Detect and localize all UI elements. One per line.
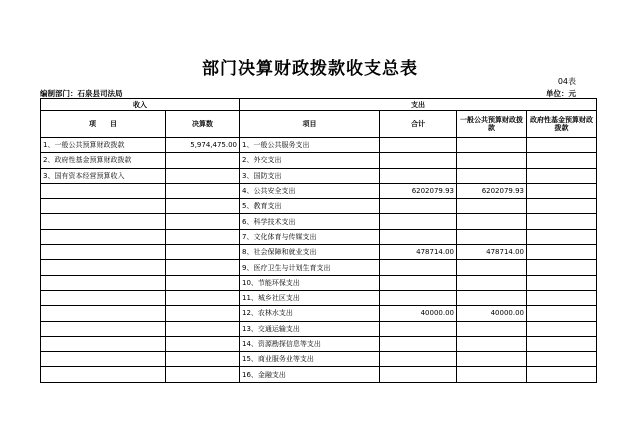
income-amount-cell	[166, 336, 240, 351]
fund-budget-cell	[527, 214, 597, 229]
col-income-item: 项 目	[41, 111, 166, 138]
income-item-cell	[41, 260, 166, 275]
table-row	[41, 183, 597, 198]
total-cell	[380, 352, 457, 367]
income-item-cell	[41, 352, 166, 367]
fund-budget-cell	[527, 168, 597, 183]
income-amount-cell	[166, 168, 240, 183]
table-row	[41, 168, 597, 183]
general-budget-cell	[457, 138, 527, 153]
total-cell	[380, 229, 457, 244]
col-income-amount: 决算数	[166, 111, 240, 138]
table-row	[41, 306, 597, 321]
income-item-cell	[41, 290, 166, 305]
table-row	[41, 367, 597, 382]
table-row	[41, 275, 597, 290]
page-title: 部门决算财政拨款收支总表	[202, 59, 418, 79]
income-amount-cell	[166, 290, 240, 305]
table-row	[41, 229, 597, 244]
fund-budget-cell	[527, 138, 597, 153]
fund-budget-cell	[527, 290, 597, 305]
general-budget-cell	[457, 214, 527, 229]
column-header-row	[41, 111, 597, 138]
general-budget-cell	[457, 199, 527, 214]
income-item-cell	[41, 199, 166, 214]
expense-item-cell: 7、文化体育与传媒支出	[240, 229, 380, 244]
income-amount-cell	[166, 367, 240, 382]
expense-item-cell: 9、医疗卫生与计划生育支出	[240, 260, 380, 275]
col-fund-budget: 政府性基金预算财政拨款	[527, 111, 597, 138]
income-item-cell	[41, 214, 166, 229]
general-budget-cell	[457, 367, 527, 382]
general-budget-cell: 478714.00	[457, 245, 527, 260]
expense-item-cell: 3、国防支出	[240, 168, 380, 183]
fund-budget-cell	[527, 336, 597, 351]
table-row	[41, 321, 597, 336]
income-amount-cell	[166, 214, 240, 229]
table-number: 04表	[557, 77, 576, 86]
general-budget-cell: 40000.00	[457, 306, 527, 321]
income-amount-cell	[166, 245, 240, 260]
expense-item-cell: 16、金融支出	[240, 367, 380, 382]
table-row	[41, 199, 597, 214]
total-cell	[380, 214, 457, 229]
table-row	[41, 290, 597, 305]
general-budget-cell	[457, 260, 527, 275]
income-amount-cell	[166, 321, 240, 336]
income-amount-cell	[166, 260, 240, 275]
general-budget-cell	[457, 153, 527, 168]
department-label: 编制部门：石泉县司法局	[40, 89, 123, 98]
total-cell	[380, 168, 457, 183]
income-item-cell	[41, 275, 166, 290]
expense-item-cell: 2、外交支出	[240, 153, 380, 168]
income-amount-cell	[166, 153, 240, 168]
fund-budget-cell	[527, 321, 597, 336]
income-item-cell: 3、国有资本经营预算收入	[41, 168, 166, 183]
section-header-row	[41, 99, 597, 111]
income-amount-cell	[166, 183, 240, 198]
expense-item-cell: 6、科学技术支出	[240, 214, 380, 229]
table-row	[41, 153, 597, 168]
income-item-cell	[41, 245, 166, 260]
total-cell	[380, 290, 457, 305]
income-item-cell	[41, 183, 166, 198]
expense-section-header: 支出	[240, 99, 597, 111]
general-budget-cell	[457, 336, 527, 351]
fund-budget-cell	[527, 199, 597, 214]
income-item-cell	[41, 306, 166, 321]
fund-budget-cell	[527, 367, 597, 382]
income-amount-cell	[166, 352, 240, 367]
fund-budget-cell	[527, 352, 597, 367]
table-row	[41, 245, 597, 260]
expense-item-cell: 13、交通运输支出	[240, 321, 380, 336]
total-cell	[380, 138, 457, 153]
general-budget-cell	[457, 290, 527, 305]
income-item-cell: 1、一般公共预算财政拨款	[41, 138, 166, 153]
unit-label: 单位：元	[546, 89, 576, 98]
fund-budget-cell	[527, 260, 597, 275]
col-general-budget: 一般公共预算财政拨款	[457, 111, 527, 138]
total-cell	[380, 275, 457, 290]
expense-item-cell: 8、社会保障和就业支出	[240, 245, 380, 260]
income-section-header: 收入	[41, 99, 240, 111]
col-expense-item: 项目	[240, 111, 380, 138]
general-budget-cell: 6202079.93	[457, 183, 527, 198]
table-row	[41, 336, 597, 351]
expense-item-cell: 11、城乡社区支出	[240, 290, 380, 305]
table-row	[41, 352, 597, 367]
income-item-cell	[41, 229, 166, 244]
fund-budget-cell	[527, 153, 597, 168]
meta-row	[40, 88, 576, 98]
table-row	[41, 214, 597, 229]
general-budget-cell	[457, 168, 527, 183]
general-budget-cell	[457, 352, 527, 367]
table-row	[41, 260, 597, 275]
income-amount-cell: 5,974,475.00	[166, 138, 240, 153]
income-item-cell	[41, 321, 166, 336]
table-row	[41, 138, 597, 153]
general-budget-cell	[457, 275, 527, 290]
total-cell	[380, 321, 457, 336]
total-cell: 478714.00	[380, 245, 457, 260]
income-item-cell: 2、政府性基金预算财政拨款	[41, 153, 166, 168]
expense-item-cell: 1、一般公共服务支出	[240, 138, 380, 153]
expense-item-cell: 10、节能环保支出	[240, 275, 380, 290]
col-total: 合计	[380, 111, 457, 138]
total-cell	[380, 153, 457, 168]
total-cell	[380, 260, 457, 275]
fund-budget-cell	[527, 245, 597, 260]
income-amount-cell	[166, 275, 240, 290]
expense-item-cell: 14、资源勘探信息等支出	[240, 336, 380, 351]
fund-budget-cell	[527, 306, 597, 321]
income-amount-cell	[166, 199, 240, 214]
total-cell	[380, 336, 457, 351]
income-amount-cell	[166, 229, 240, 244]
income-amount-cell	[166, 306, 240, 321]
general-budget-cell	[457, 321, 527, 336]
expense-item-cell: 12、农林水支出	[240, 306, 380, 321]
fund-budget-cell	[527, 183, 597, 198]
expense-item-cell: 5、教育支出	[240, 199, 380, 214]
fund-budget-cell	[527, 229, 597, 244]
income-item-cell	[41, 336, 166, 351]
total-cell: 6202079.93	[380, 183, 457, 198]
total-cell	[380, 199, 457, 214]
budget-table	[40, 98, 597, 383]
total-cell	[380, 367, 457, 382]
fund-budget-cell	[527, 275, 597, 290]
general-budget-cell	[457, 229, 527, 244]
total-cell: 40000.00	[380, 306, 457, 321]
income-item-cell	[41, 367, 166, 382]
expense-item-cell: 4、公共安全支出	[240, 183, 380, 198]
expense-item-cell: 15、商业服务业等支出	[240, 352, 380, 367]
